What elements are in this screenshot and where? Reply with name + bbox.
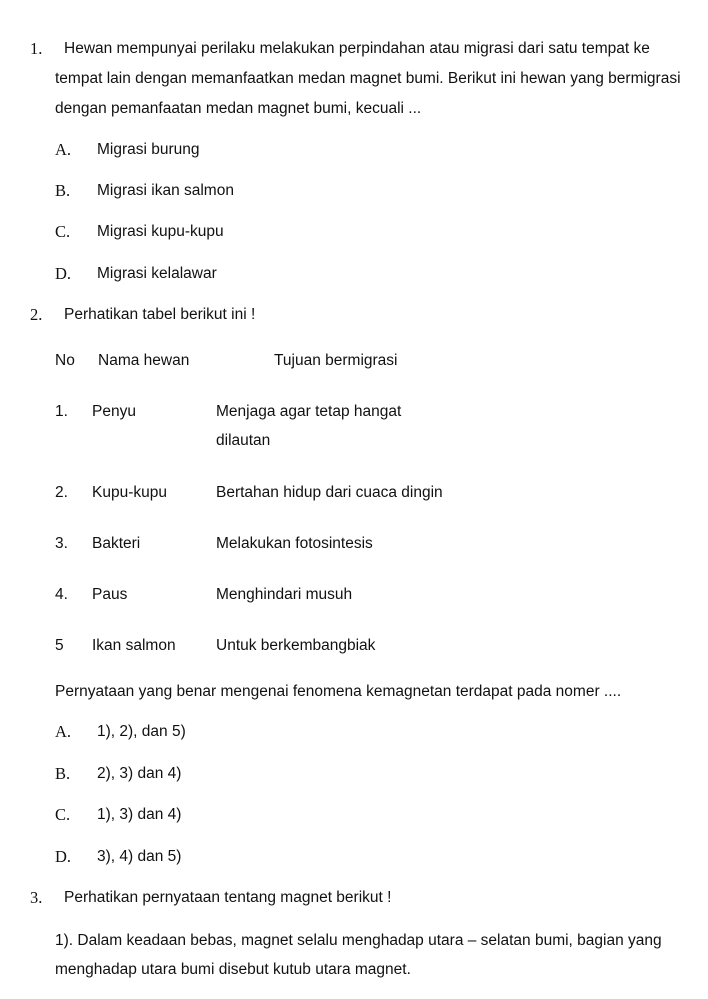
option-letter: B. [55,764,71,783]
option-letter: C. [55,805,71,824]
table-cell-name: Paus [92,586,128,603]
question-text-line: dengan pemanfaatan medan magnet bumi, kecuali ... [55,100,422,117]
option-text: Migrasi ikan salmon [97,182,234,199]
option-letter: D. [55,264,72,283]
option-text: Migrasi burung [97,141,200,158]
question-text: Perhatikan pernyataan tentang magnet berikut ! [64,889,392,906]
option-text: Migrasi kelalawar [97,265,217,282]
table-cell-no: 1. [55,403,68,420]
question-number: 3. [30,888,43,907]
table-cell-purpose: Menjaga agar tetap hangat [216,403,402,420]
table-cell-no: 5 [55,637,64,654]
question-text-line: Hewan mempunyai perilaku melakukan perpindahan atau migrasi dari satu tempat ke [64,40,650,57]
table-cell-purpose: Menghindari musuh [216,586,353,603]
table-cell-name: Bakteri [92,535,141,552]
table-cell-purpose-cont: dilautan [216,432,271,449]
option-text: Migrasi kupu-kupu [97,223,224,240]
table-cell-name: Penyu [92,403,136,420]
option-text: 2), 3) dan 4) [97,765,182,782]
table-cell-no: 2. [55,484,68,501]
option-letter: A. [55,140,72,159]
statement-line: 1). Dalam keadaan bebas, magnet selalu menghadap utara – selatan bumi, bagian yang [55,932,662,949]
table-cell-no: 3. [55,535,68,552]
option-text: 1), 2), dan 5) [97,723,186,740]
option-text: 3), 4) dan 5) [97,848,182,865]
option-text: 1), 3) dan 4) [97,806,182,823]
table-cell-name: Ikan salmon [92,637,176,654]
table-cell-purpose: Untuk berkembangbiak [216,637,376,654]
question-text-line: tempat lain dengan memanfaatkan medan magnet bumi. Berikut ini hewan yang bermigrasi [55,70,681,87]
question-number: 1. [30,39,43,58]
column-header-purpose: Tujuan bermigrasi [274,352,398,369]
statement-line: menghadap utara bumi disebut kutub utara magnet. [55,961,411,978]
table-cell-no: 4. [55,586,68,603]
column-header-no: No [55,352,75,369]
question-statement: Pernyataan yang benar mengenai fenomena kemagnetan terdapat pada nomer .... [55,683,622,700]
table-cell-purpose: Melakukan fotosintesis [216,535,373,552]
table-cell-name: Kupu-kupu [92,484,167,501]
option-letter: C. [55,222,71,241]
column-header-name: Nama hewan [98,352,190,369]
option-letter: D. [55,847,72,866]
option-letter: B. [55,181,71,200]
question-text: Perhatikan tabel berikut ini ! [64,306,256,323]
table-cell-purpose: Bertahan hidup dari cuaca dingin [216,484,443,501]
question-number: 2. [30,305,43,324]
option-letter: A. [55,722,72,741]
